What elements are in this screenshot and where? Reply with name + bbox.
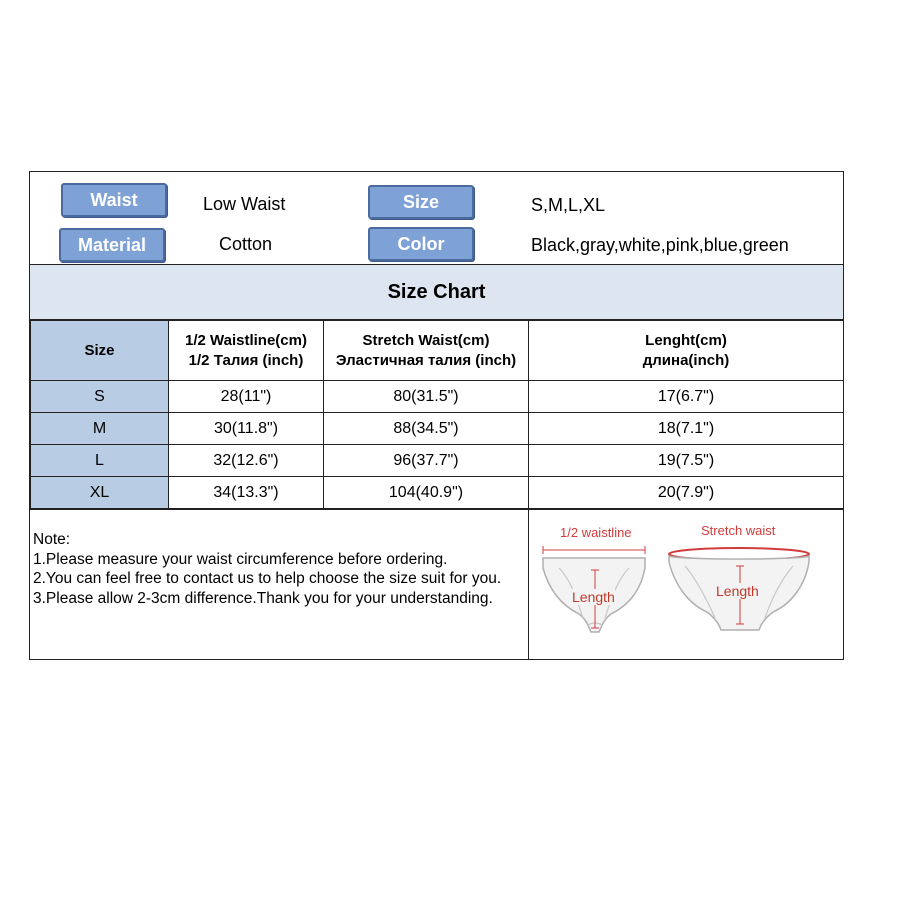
size-table	[30, 320, 844, 509]
half-waistline-cell: 30(11.8")	[169, 413, 324, 445]
stretch-waist-cell: 80(31.5")	[324, 381, 529, 413]
color-label-badge: Color	[368, 227, 474, 261]
waist-value: Low Waist	[203, 194, 286, 214]
notes-panel	[30, 509, 528, 659]
size-cell: L	[31, 445, 169, 477]
material-value: Cotton	[219, 234, 273, 254]
left-length-label: Length	[572, 589, 615, 605]
length-cell: 17(6.7")	[529, 381, 844, 413]
briefs-diagram	[529, 510, 844, 660]
header-size-label: Size	[84, 341, 115, 359]
right-length-label: Length	[716, 583, 759, 599]
header-length-en: Lenght(cm)	[645, 331, 727, 349]
header-stretch-waist	[324, 321, 529, 381]
header-half-waistline-ru: 1/2 Талия (inch)	[188, 351, 304, 369]
header-stretch-waist-ru: Эластичная талия (inch)	[335, 351, 517, 369]
stretch-waist-label: Stretch waist	[701, 523, 776, 538]
note-item: 1.Please measure your waist circumference before ordering.	[33, 550, 448, 568]
header-length-ru: длина(inch)	[642, 351, 730, 369]
length-cell: 18(7.1")	[529, 413, 844, 445]
length-cell: 19(7.5")	[529, 445, 844, 477]
table-row	[31, 381, 844, 413]
color-value: Black,gray,white,pink,blue,green	[531, 235, 789, 255]
material-label-badge: Material	[59, 228, 165, 262]
half-waistline-cell: 34(13.3")	[169, 477, 324, 509]
header-half-waistline	[169, 321, 324, 381]
half-waistline-cell: 28(11")	[169, 381, 324, 413]
size-cell: S	[31, 381, 169, 413]
table-row	[31, 477, 844, 509]
length-cell: 20(7.9")	[529, 477, 844, 509]
size-label-badge: Size	[368, 185, 474, 219]
stretch-waist-cell: 104(40.9")	[324, 477, 529, 509]
product-attributes	[30, 172, 843, 264]
table-row	[31, 445, 844, 477]
size-value: S,M,L,XL	[531, 195, 606, 215]
note-item: 3.Please allow 2-3cm difference.Thank you for your understanding.	[33, 589, 493, 607]
size-chart-sheet	[29, 171, 844, 660]
half-waistline-cell: 32(12.6")	[169, 445, 324, 477]
stretch-waist-cell: 96(37.7")	[324, 445, 529, 477]
size-cell: XL	[31, 477, 169, 509]
table-header-row	[31, 321, 844, 381]
stretch-waist-cell: 88(34.5")	[324, 413, 529, 445]
half-waistline-label: 1/2 waistline	[560, 525, 632, 540]
measurement-illustration	[528, 509, 843, 659]
notes-heading: Note:	[33, 531, 71, 548]
waist-label-badge: Waist	[61, 183, 167, 217]
size-chart-title: Size Chart	[30, 264, 843, 320]
header-stretch-waist-en: Stretch Waist(cm)	[362, 331, 490, 349]
header-half-waistline-en: 1/2 Waistline(cm)	[185, 331, 307, 349]
header-length	[529, 321, 844, 381]
note-item: 2.You can feel free to contact us to help choose the size suit for you.	[33, 570, 502, 587]
size-cell: M	[31, 413, 169, 445]
header-size	[31, 321, 169, 381]
table-row	[31, 413, 844, 445]
